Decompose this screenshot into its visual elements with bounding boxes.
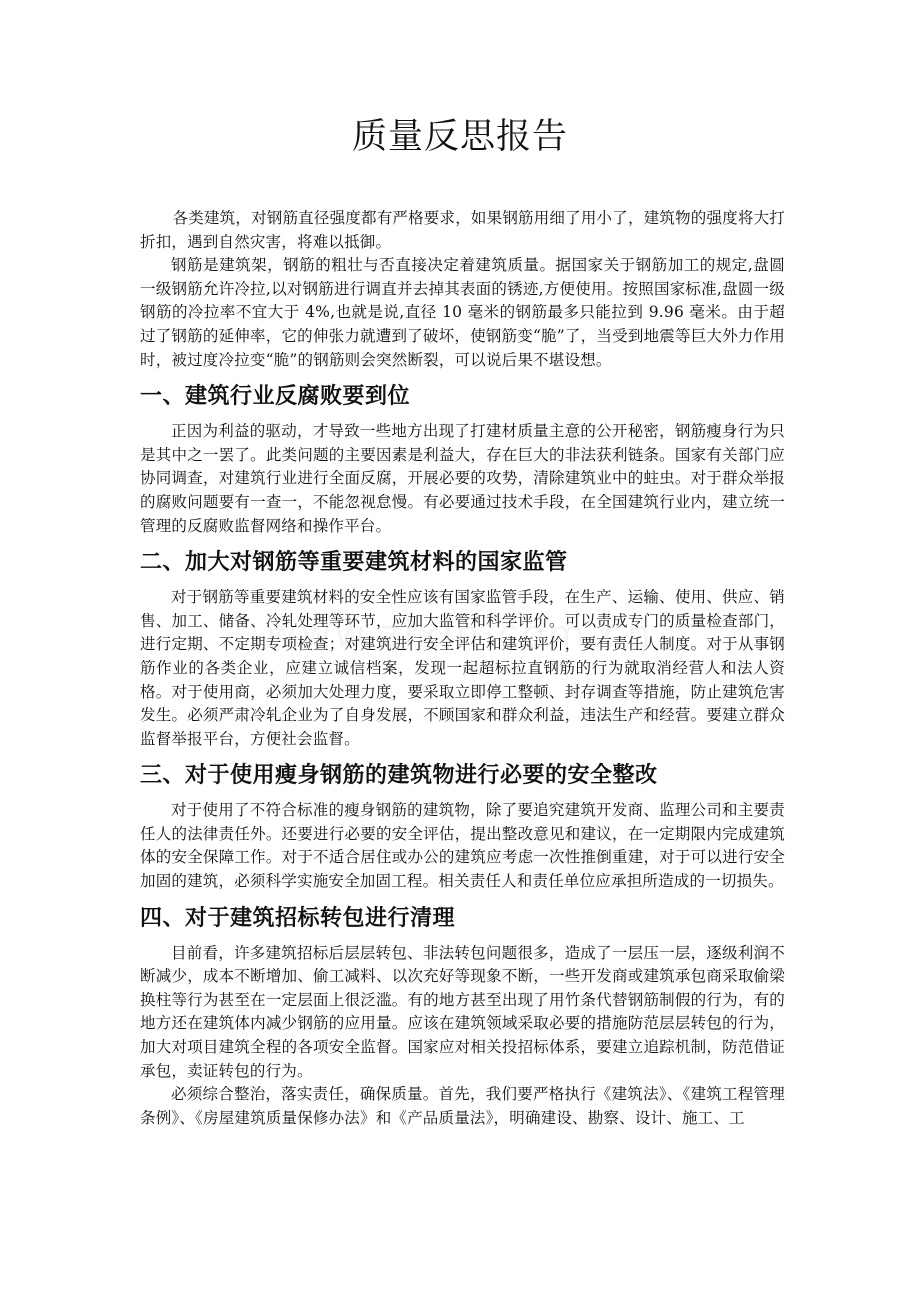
section-heading-4: 四、对于建筑招标转包进行清理 bbox=[140, 905, 456, 931]
section-heading-3: 三、对于使用瘦身钢筋的建筑物进行必要的安全整改 bbox=[140, 763, 658, 789]
intro-paragraph-2: 钢筋是建筑架，钢筋的粗壮与否直接决定着建筑质量。据国家关于钢筋加工的规定,盘圆一级钢筋允许冷拉,以对钢筋进行调直并去掉其表面的锈迹,方便使用。按照国家标准,盘圆一级钢筋的冷拉率不宜大于 4%,也就是说,直径 10 毫米的钢筋最多只能拉到 9.96 毫米。由于超过了钢筋的延伸率，它的伸张力就遭到了破坏，使钢筋变“脆”了，当受到地震等巨大外力作用时，被过度冷拉变“脆”的钢筋则会突然断裂，可以说后果不堪设想。 bbox=[140, 256, 785, 369]
document-body bbox=[140, 207, 785, 1130]
section-4-paragraph-2: 必须综合整治，落实责任，确保质量。首先，我们要严格执行《建筑法》、《建筑工程管理条例》、《房屋建筑质量保修办法》和《产品质量法》，明确建设、勘察、设计、施工、工 bbox=[140, 1085, 785, 1127]
section-2-paragraph-1: 对于钢筋等重要建筑材料的安全性应该有国家监管手段，在生产、运输、使用、供应、销售、加工、储备、冷轧处理等环节，应加大监管和科学评价。可以责成专门的质量检查部门，进行定期、不定期专项检查；对建筑进行安全评估和建筑评价，要有责任人制度。对于从事钢筋作业的各类企业，应建立诚信档案，发现一起超标拉直钢筋的行为就取消经营人和法人资格。对于使用商，必须加大处理力度，要采取立即停工整顿、封存调查等措施，防止建筑危害发生。必须严肃冷轧企业为了自身发展，不顾国家和群众利益，违法生产和经营。要建立群众监督举报平台，方便社会监督。 bbox=[140, 588, 785, 748]
document-title: 质量反思报告 bbox=[351, 117, 568, 157]
section-4-paragraph-1: 目前看，许多建筑招标后层层转包、非法转包问题很多，造成了一层压一层，逐级利润不断减少，成本不断增加、偷工减料、以次充好等现象不断，一些开发商或建筑承包商采取偷梁换柱等行为甚至在一定层面上很泛滥。有的地方甚至出现了用竹条代替钢筋制假的行为，有的地方还在建筑体内减少钢筋的应用量。应该在建筑领域采取必要的措施防范层层转包的行为，加大对项目建筑全程的各项安全监督。国家应对相关投招标体系，要建立追踪机制，防范借证承包，卖证转包的行为。 bbox=[140, 943, 785, 1080]
section-heading-2: 二、加大对钢筋等重要建筑材料的国家监管 bbox=[140, 550, 568, 576]
section-3-paragraph-1: 对于使用了不符合标准的瘦身钢筋的建筑物，除了要追究建筑开发商、监理公司和主要责任人的法律责任外。还要进行必要的安全评估，提出整改意见和建议，在一定期限内完成建筑体的安全保障工作。对于不适合居住或办公的建筑应考虑一次性推倒重建，对于可以进行安全加固的建筑，必须科学实施安全加固工程。相关责任人和责任单位应承担所造成的一切损失。 bbox=[140, 801, 785, 891]
section-1-paragraph-1: 正因为利益的驱动，才导致一些地方出现了打建材质量主意的公开秘密，钢筋瘦身行为只是其中之一罢了。此类问题的主要因素是利益大，存在巨大的非法获利链条。国家有关部门应协同调查，对建筑行业进行全面反腐，开展必要的攻势，清除建筑业中的蛀虫。对于群众举报的腐败问题要有一查一，不能忽视怠慢。有必要通过技术手段，在全国建筑行业内，建立统一管理的反腐败监督网络和操作平台。 bbox=[140, 422, 785, 535]
intro-paragraph-1: 各类建筑，对钢筋直径强度都有严格要求，如果钢筋用细了用小了，建筑物的强度将大打折扣，遇到自然灾害，将难以抵御。 bbox=[140, 209, 785, 251]
section-heading-1: 一、建筑行业反腐败要到位 bbox=[140, 384, 411, 410]
